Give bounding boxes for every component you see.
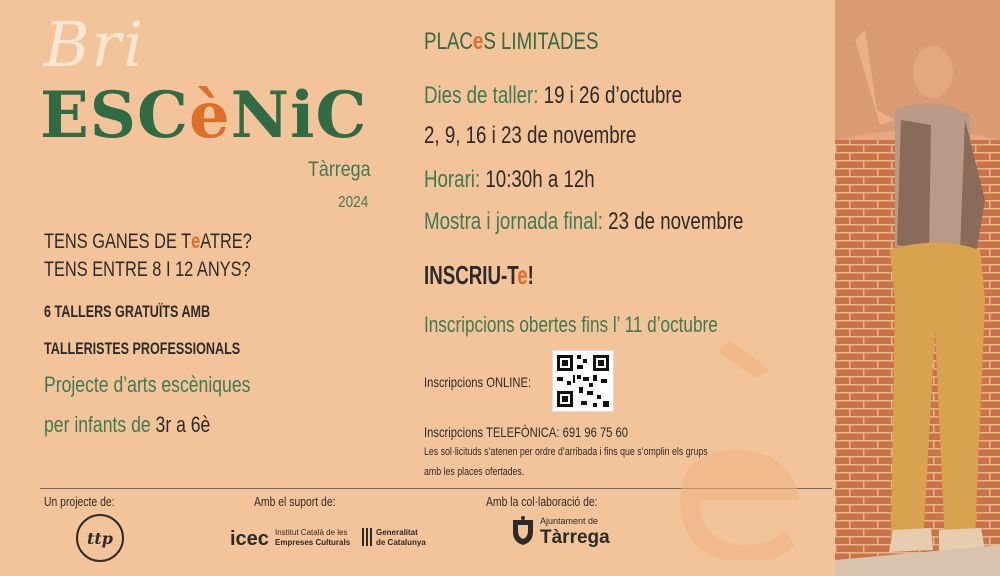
question-theatre-pre: TENS GANES DE T — [44, 230, 192, 253]
question-theatre — [44, 230, 252, 254]
inscripcions-obertes: Inscripcions obertes fins l’ 11 d’octubre — [424, 312, 718, 337]
qr-code-icon[interactable] — [552, 350, 614, 412]
horari — [424, 166, 595, 194]
icec-logo: icec — [230, 528, 269, 550]
horari-label: Horari: — [424, 166, 481, 193]
inscriu-heading — [424, 260, 534, 291]
ajuntament-label: Ajuntament de — [540, 516, 599, 526]
note-line1: Les sol·licituds s’atenen per ordre d’arribada i fins que s’omplin els grups — [424, 446, 708, 458]
logo-bri: Bri — [44, 8, 146, 81]
icec-text-line1: Institut Català de les — [275, 528, 348, 537]
footer-collab-label: Amb la col·laboració de: — [486, 494, 598, 509]
tallers-line1: 6 TALLERS GRATUÏTS AMB — [44, 302, 211, 321]
logo-escenic — [40, 78, 368, 153]
inscriu-e: e — [517, 260, 528, 290]
logo-year: 2024 — [338, 194, 369, 211]
ttp-logo: ttp — [76, 514, 124, 562]
generalitat-icon — [362, 528, 372, 546]
question-age: TENS ENTRE 8 I 12 ANYS? — [44, 258, 251, 281]
footer-projecte-label: Un projecte de: — [44, 494, 115, 509]
places-heading-post: S LIMITADES — [483, 28, 599, 55]
mostra-value: 23 de novembre — [602, 208, 744, 235]
question-theatre-e: e — [191, 230, 201, 253]
tarrega-label: Tàrrega — [540, 527, 610, 548]
places-heading-pre: PLAC — [424, 28, 473, 55]
dies-value: 19 i 26 d’octubre — [538, 82, 683, 109]
generalitat-text — [376, 528, 426, 548]
inscripcions-online: Inscripcions ONLINE: — [424, 374, 532, 390]
footer-suport-label: Amb el suport de: — [254, 494, 336, 509]
mostra-label: Mostra i jornada final: — [424, 208, 603, 235]
question-theatre-post: ATRE? — [200, 230, 252, 253]
icec-text-line2: Empreses Culturals — [275, 538, 351, 547]
logo-escenic-post: NiC — [230, 78, 368, 153]
inscripcions-telefonica: Inscripcions TELEFÒNICA: 691 96 75 60 — [424, 424, 628, 440]
dies-label: Dies de taller: — [424, 82, 539, 109]
dies-taller — [424, 82, 682, 110]
logo-escenic-pre: ESC — [40, 78, 189, 153]
project-line1: Projecte d’arts escèniques — [44, 372, 251, 397]
mostra — [424, 208, 743, 236]
inscriu-pre: INSCRIU-T — [424, 260, 518, 290]
tarrega-shield-icon — [510, 516, 536, 546]
performer-photo — [835, 0, 1000, 576]
project-line2-pre: per infants de — [44, 412, 156, 437]
generalitat-line2: de Catalunya — [376, 538, 426, 547]
inscriu-post: ! — [527, 260, 534, 290]
places-heading-e: e — [472, 28, 484, 55]
tallers-line2: TALLERISTES PROFESSIONALS — [44, 339, 241, 358]
icec-text — [275, 528, 350, 548]
project-line2-value: 3r a 6è — [155, 412, 211, 437]
generalitat-line1: Generalitat — [376, 528, 418, 537]
places-heading — [424, 28, 598, 56]
decorative-accent — [660, 330, 810, 560]
horari-value: 10:30h a 12h — [480, 166, 595, 193]
logo-escenic-e: è — [188, 78, 231, 153]
logo-city: Tàrrega — [308, 158, 371, 181]
project-line2 — [44, 412, 210, 438]
note-line2: amb les places ofertades. — [424, 466, 525, 478]
dies-value-2: 2, 9, 16 i 23 de novembre — [424, 122, 637, 149]
